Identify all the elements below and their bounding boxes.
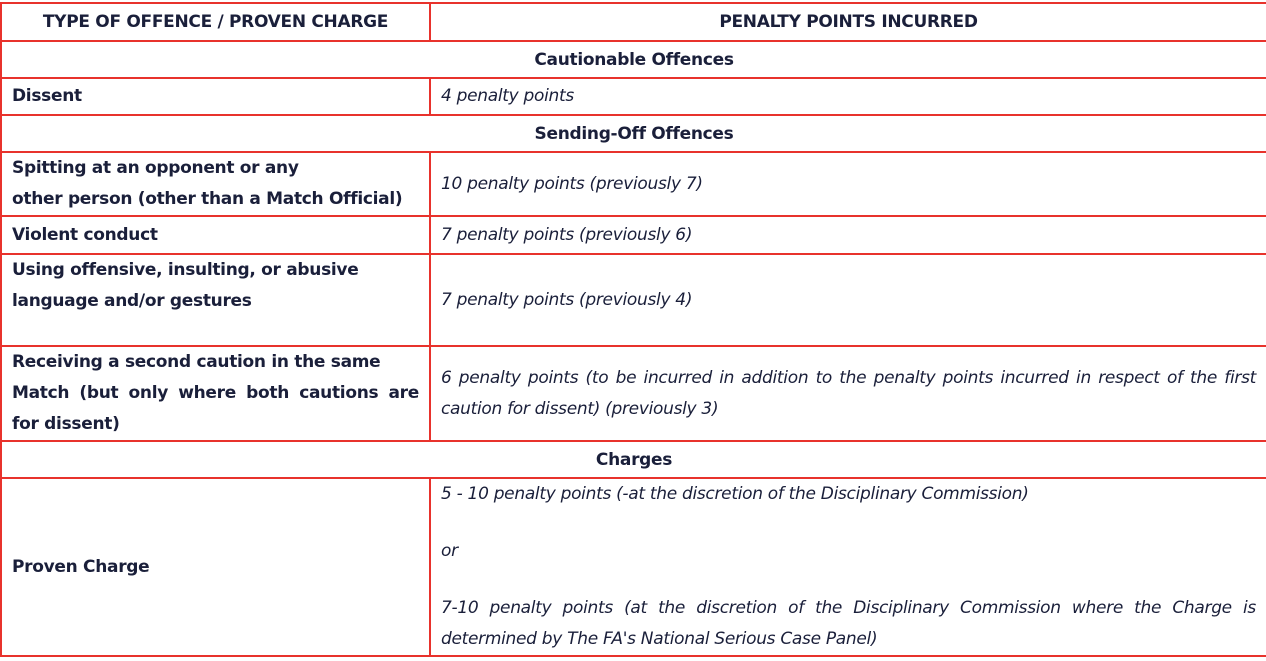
header-offence: TYPE OF OFFENCE / PROVEN CHARGE	[1, 3, 430, 41]
section-row	[1, 115, 1266, 152]
section-charges: Charges	[1, 441, 1266, 478]
offence-second-caution	[1, 346, 430, 441]
offence-spitting	[1, 152, 430, 216]
penalty-dissent: 4 penalty points	[430, 78, 1266, 115]
section-cautionable: Cautionable Offences	[1, 41, 1266, 78]
offence-second-caution-line1: Receiving a second caution in the same	[12, 352, 381, 372]
offence-spitting-line1: Spitting at an opponent or any	[12, 158, 299, 178]
offence-offensive	[1, 254, 430, 346]
table-header-row	[1, 3, 1266, 41]
table-row	[1, 478, 1266, 656]
table-row	[1, 78, 1266, 115]
table-row	[1, 152, 1266, 216]
penalty-violent: 7 penalty points (previously 6)	[430, 216, 1266, 254]
spacer	[441, 510, 1256, 536]
offence-second-caution-line2: Match (but only where both cautions are for dissent)	[12, 383, 419, 434]
header-penalty: PENALTY POINTS INCURRED	[430, 3, 1266, 41]
offence-spitting-line2: other person (other than a Match Official)	[12, 189, 403, 209]
offence-offensive-line1: Using offensive, insulting, or abusive	[12, 260, 359, 280]
table-row	[1, 216, 1266, 254]
penalty-proven-charge-or: or	[441, 541, 458, 561]
penalty-offensive: 7 penalty points (previously 4)	[430, 254, 1266, 346]
offence-dissent: Dissent	[1, 78, 430, 115]
offence-offensive-line2: language and/or gestures	[12, 291, 252, 311]
spacer	[441, 567, 1256, 593]
penalty-second-caution: 6 penalty points (to be incurred in addition to the penalty points incurred in respect of the first caution for dissent) (previously 3)	[430, 346, 1266, 441]
table-row	[1, 254, 1266, 346]
penalty-spitting: 10 penalty points (previously 7)	[430, 152, 1266, 216]
section-sending-off: Sending-Off Offences	[1, 115, 1266, 152]
section-row	[1, 441, 1266, 478]
penalty-points-table	[0, 2, 1266, 657]
section-row	[1, 41, 1266, 78]
penalty-proven-charge-line1: 5 - 10 penalty points (-at the discretion of the Disciplinary Commission)	[441, 484, 1029, 504]
offence-proven-charge: Proven Charge	[1, 478, 430, 656]
offence-violent: Violent conduct	[1, 216, 430, 254]
penalty-proven-charge	[430, 478, 1266, 656]
table-row	[1, 346, 1266, 441]
penalty-proven-charge-line2: 7-10 penalty points (at the discretion of the Disciplinary Commission where the Charge is determined by The FA's National Serious Case Panel)	[441, 598, 1256, 649]
